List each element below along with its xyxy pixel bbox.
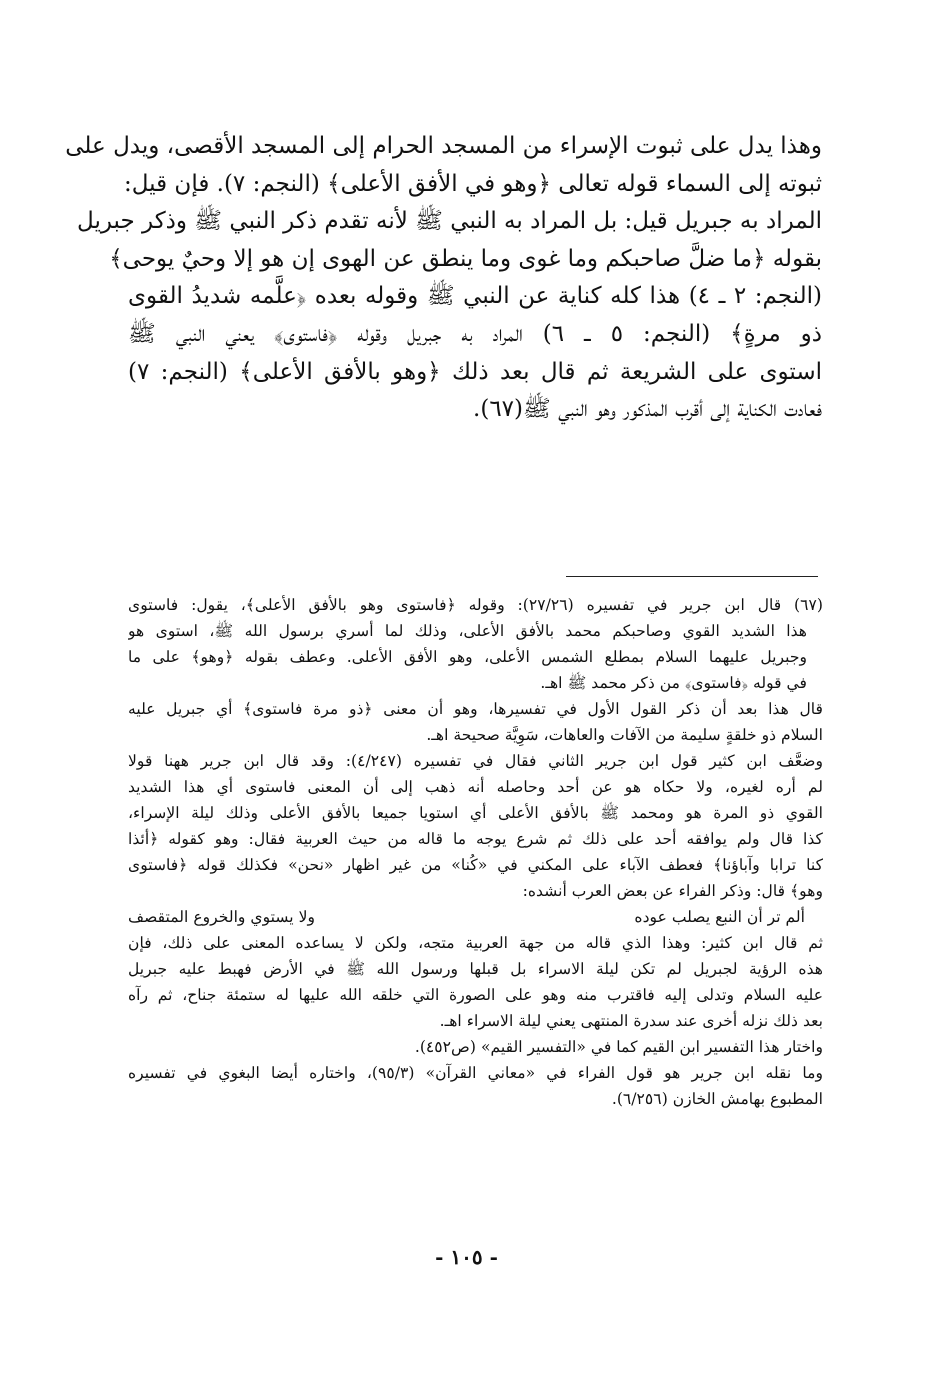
body-line: بقوله ﴿ما ضلَّ صاحبكم وما غوى وما ينطق عن الهوى إن هو إلا وحيٌ يوحى﴾ bbox=[109, 245, 822, 272]
footnote-line: وما نقله ابن جرير هو قول الفراء في «معاني القرآن» (٩٥/٣)، واختاره أيضا البغوي في تفسيره bbox=[128, 1064, 823, 1082]
poem-second-hemistich: ولا يستوي والخروع المتقصف bbox=[128, 908, 315, 926]
body-line: (النجم: ٢ ـ ٤) هذا كله كناية عن النبي ﷺ وقوله بعده ﴿علَّمه شديدُ القوى bbox=[128, 283, 822, 310]
body-line: استوى على الشريعة ثم قال بعد ذلك ﴿وهو بالأفق الأعلى﴾ (النجم: ٧) bbox=[128, 358, 822, 385]
footnote-line: واختار هذا التفسير ابن القيم كما في «التفسير القيم» (ص٤٥٢). bbox=[414, 1038, 823, 1056]
body-line: ثبوته إلى السماء قوله تعالى ﴿وهو في الأفق الأعلى﴾ (النجم: ٧). فإن قيل: bbox=[124, 170, 822, 197]
footnote-line: (٦٧) قال ابن جرير في تفسيره (٢٧/٢٦): وقوله ﴿فاستوى وهو بالأفق الأعلى﴾، يقول: فاستوى bbox=[128, 596, 823, 614]
footnote-line: هذا الشديد القوي وصاحبكم محمد بالأفق الأعلى، وذلك لما أسري برسول الله ﷺ، استوى هو bbox=[128, 622, 807, 640]
page-number: - ١٠٥ - bbox=[435, 1245, 498, 1269]
footnote-line: وهو﴾ قال: وذكر الفراء عن بعض العرب أنشده: bbox=[522, 882, 823, 900]
footnote-line: قال هذا بعد أن ذكر القول الأول في تفسيرها، وهو أن معنى ﴿ذو مرة فاستوى﴾ أي جبريل عليه bbox=[128, 700, 823, 718]
footnote-line: بعد ذلك نزله أخرى عند سدرة المنتهى يعني ليلة الاسراء اهـ. bbox=[439, 1012, 823, 1030]
footnote-line: كذا قال ولم يوافقه أحد على ذلك ثم شرع يوجه ما قاله من حيث العربية فقال: وهو كقوله ﴿أئذا bbox=[128, 830, 823, 848]
footnote-line: لم أره لغيره، ولا حكاه هو عن أحد وحاصله أنه ذهب إلى أن المعنى فاستوى أي هذا الشديد bbox=[128, 778, 823, 796]
footnote-line: عليه السلام وتدلى إليه فاقترب منه وهو على الصورة التي خلقه الله عليها له ستمئة جناح، ثم رآه bbox=[128, 986, 823, 1004]
footnote-line: ثم قال ابن كثير: وهذا الذي قاله من جهة العربية متجه، ولكن لا يساعده المعنى على ذلك، فإن bbox=[128, 934, 823, 952]
footnote-line: هذه الرؤية لجبريل لم تكن ليلة الاسراء بل قبلها ورسول الله ﷺ في الأرض فهبط عليه جبريل bbox=[128, 960, 823, 978]
footnote-line: السلام ذو خلقةٍ سليمة من الآفات والعاهات، سَوِيَّة صحيحة اهـ. bbox=[426, 726, 823, 744]
body-line: فعادت الكناية إلى أقرب المذكور وهو النبي ﷺ(٦٧). bbox=[473, 396, 822, 423]
footnotes-block bbox=[128, 592, 823, 1112]
poem-first-hemistich: ألم تر أن النبع يصلب عوده bbox=[634, 908, 805, 926]
footnote-separator bbox=[566, 576, 818, 577]
main-body-text bbox=[65, 128, 822, 429]
footnote-line: وضعَّف ابن كثير قول ابن جرير الثاني فقال في تفسيره (٤/٢٤٧): وقد قال ابن جرير ههنا قولا bbox=[128, 752, 823, 770]
footnote-line: المطبوع بهامش الخازن (٦/٢٥٦). bbox=[611, 1090, 823, 1108]
footnote-line: القوي ذو المرة هو ومحمد ﷺ بالأفق الأعلى أي استويا جميعا بالأفق الأعلى وذلك ليلة الإسراء، bbox=[128, 804, 823, 822]
footnote-line: في قوله ﴿فاستوى﴾ من ذكر محمد ﷺ اهـ. bbox=[540, 674, 807, 692]
body-line: وهذا يدل على ثبوت الإسراء من المسجد الحرام إلى المسجد الأقصى، ويدل على bbox=[65, 133, 822, 159]
poem-verse bbox=[128, 904, 823, 930]
body-line: ذو مرةٍ﴾ (النجم: ٥ ـ ٦) المراد به جبريل وقوله ﴿فاستوى﴾ يعني النبي ﷺ bbox=[128, 320, 822, 347]
body-line: المراد به جبريل قيل: بل المراد به النبي ﷺ لأنه تقدم ذكر النبي ﷺ وذكر جبريل bbox=[77, 208, 822, 235]
footnote-line: كنا ترابا وآباؤنا﴾ فعطف الآباء على المكني في «كُنا» من غير اظهار «نحن» فكذلك قوله ﴿فاستوى bbox=[128, 856, 823, 874]
footnote-line: وجبريل عليهما السلام بمطلع الشمس الأعلى، وهو الأفق الأعلى. وعطف بقوله ﴿وهو﴾ على ما bbox=[128, 648, 807, 666]
